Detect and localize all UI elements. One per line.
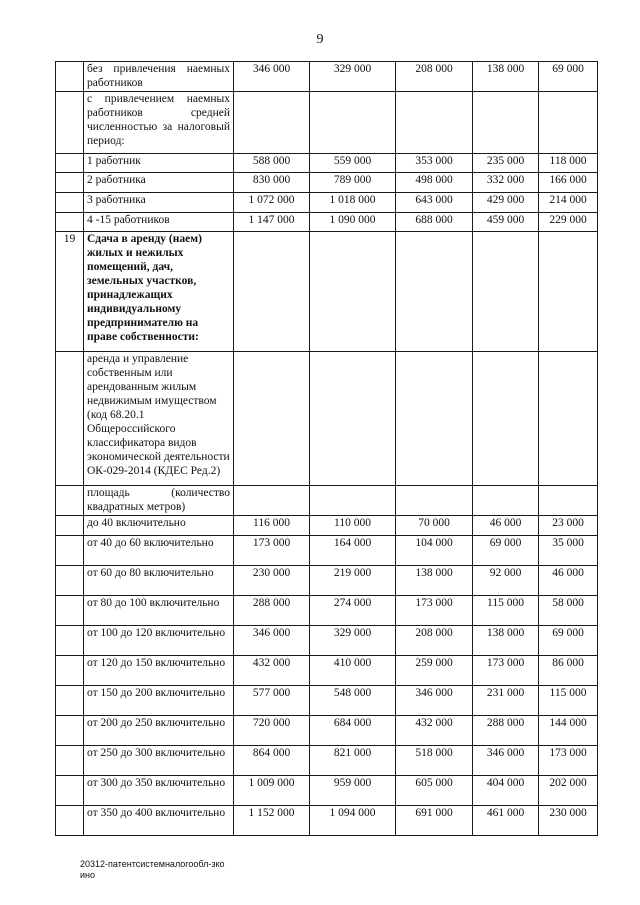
row-number-cell (56, 806, 84, 836)
value-cell (539, 92, 598, 154)
row-number-cell (56, 596, 84, 626)
value-cell: 1 090 000 (310, 213, 396, 232)
value-cell: 559 000 (310, 154, 396, 173)
value-cell: 69 000 (473, 536, 539, 566)
value-cell: 643 000 (396, 193, 473, 213)
value-cell: 1 147 000 (234, 213, 310, 232)
value-cell: 164 000 (310, 536, 396, 566)
description-cell: аренда и управление собственным или арендованным жилым недвижимым имуществом (код 68.20.1 Общероссийского классификатора видов экономической деятельности ОК-029-2014 (КДЕС Ред.2) (84, 352, 234, 486)
value-cell: 69 000 (539, 62, 598, 92)
value-cell: 432 000 (234, 656, 310, 686)
value-cell (539, 232, 598, 352)
table-row (56, 656, 598, 686)
value-cell: 259 000 (396, 656, 473, 686)
value-cell: 1 009 000 (234, 776, 310, 806)
row-number-cell: 19 (56, 232, 84, 352)
value-cell: 821 000 (310, 746, 396, 776)
value-cell: 429 000 (473, 193, 539, 213)
value-cell (473, 486, 539, 516)
value-cell (234, 352, 310, 486)
table-row (56, 596, 598, 626)
value-cell: 830 000 (234, 173, 310, 193)
description-cell: от 100 до 120 включительно (84, 626, 234, 656)
value-cell: 684 000 (310, 716, 396, 746)
value-cell (310, 486, 396, 516)
value-cell: 332 000 (473, 173, 539, 193)
row-number-cell (56, 746, 84, 776)
value-cell: 208 000 (396, 626, 473, 656)
row-number-cell (56, 656, 84, 686)
value-cell: 288 000 (234, 596, 310, 626)
row-number-cell (56, 566, 84, 596)
value-cell: 116 000 (234, 516, 310, 536)
value-cell: 230 000 (234, 566, 310, 596)
value-cell: 35 000 (539, 536, 598, 566)
row-number-cell (56, 776, 84, 806)
description-cell: Сдача в аренду (наем) жилых и нежилых помещений, дач, земельных участков, принадлежащих индивидуальному предпринимателю на праве собственности: (84, 232, 234, 352)
value-cell: 288 000 (473, 716, 539, 746)
value-cell: 1 094 000 (310, 806, 396, 836)
value-cell: 353 000 (396, 154, 473, 173)
table-row (56, 154, 598, 173)
value-cell: 720 000 (234, 716, 310, 746)
table-row (56, 486, 598, 516)
row-number-cell (56, 516, 84, 536)
value-cell: 138 000 (473, 626, 539, 656)
value-cell: 577 000 (234, 686, 310, 716)
description-cell: от 40 до 60 включительно (84, 536, 234, 566)
value-cell: 138 000 (473, 62, 539, 92)
value-cell (539, 486, 598, 516)
value-cell (234, 92, 310, 154)
description-cell: 3 работника (84, 193, 234, 213)
value-cell: 104 000 (396, 536, 473, 566)
value-cell: 115 000 (473, 596, 539, 626)
value-cell: 110 000 (310, 516, 396, 536)
value-cell: 346 000 (473, 746, 539, 776)
value-cell: 58 000 (539, 596, 598, 626)
description-cell: от 80 до 100 включительно (84, 596, 234, 626)
value-cell: 86 000 (539, 656, 598, 686)
value-cell: 230 000 (539, 806, 598, 836)
table-row (56, 352, 598, 486)
description-cell: от 150 до 200 включительно (84, 686, 234, 716)
value-cell (234, 232, 310, 352)
description-cell: 4 -15 работников (84, 213, 234, 232)
value-cell: 548 000 (310, 686, 396, 716)
row-number-cell (56, 352, 84, 486)
value-cell: 346 000 (234, 626, 310, 656)
value-cell: 588 000 (234, 154, 310, 173)
value-cell: 166 000 (539, 173, 598, 193)
value-cell (234, 486, 310, 516)
value-cell: 118 000 (539, 154, 598, 173)
row-number-cell (56, 626, 84, 656)
value-cell: 459 000 (473, 213, 539, 232)
value-cell: 46 000 (473, 516, 539, 536)
value-cell: 432 000 (396, 716, 473, 746)
description-cell: от 250 до 300 включительно (84, 746, 234, 776)
footer-line-1: 20312-патентсистемналогообл-зко (80, 859, 225, 869)
value-cell: 404 000 (473, 776, 539, 806)
value-cell: 329 000 (310, 626, 396, 656)
value-cell: 1 152 000 (234, 806, 310, 836)
row-number-cell (56, 536, 84, 566)
value-cell: 864 000 (234, 746, 310, 776)
description-cell: от 300 до 350 включительно (84, 776, 234, 806)
table-row (56, 193, 598, 213)
row-number-cell (56, 716, 84, 746)
row-number-cell (56, 213, 84, 232)
value-cell: 202 000 (539, 776, 598, 806)
value-cell (473, 92, 539, 154)
description-cell: от 350 до 400 включительно (84, 806, 234, 836)
value-cell: 346 000 (234, 62, 310, 92)
value-cell: 144 000 (539, 716, 598, 746)
value-cell (396, 232, 473, 352)
value-cell: 1 018 000 (310, 193, 396, 213)
value-cell: 214 000 (539, 193, 598, 213)
page-number: 9 (316, 32, 324, 47)
row-number-cell (56, 193, 84, 213)
value-cell: 208 000 (396, 62, 473, 92)
value-cell (310, 92, 396, 154)
value-cell: 115 000 (539, 686, 598, 716)
value-cell (473, 232, 539, 352)
table-row (56, 92, 598, 154)
description-cell: 1 работник (84, 154, 234, 173)
description-cell: от 200 до 250 включительно (84, 716, 234, 746)
value-cell (539, 352, 598, 486)
description-cell: без привлечения наемных работников (84, 62, 234, 92)
table-row (56, 746, 598, 776)
table-row (56, 62, 598, 92)
value-cell (396, 92, 473, 154)
table-row (56, 536, 598, 566)
value-cell: 959 000 (310, 776, 396, 806)
table-row (56, 213, 598, 232)
description-cell: с привлечением наемных работников средней численностью за налоговый период: (84, 92, 234, 154)
value-cell: 410 000 (310, 656, 396, 686)
table-row (56, 516, 598, 536)
value-cell: 498 000 (396, 173, 473, 193)
row-number-cell (56, 62, 84, 92)
row-number-cell (56, 154, 84, 173)
table-row (56, 806, 598, 836)
table-row (56, 566, 598, 596)
value-cell: 219 000 (310, 566, 396, 596)
row-number-cell (56, 173, 84, 193)
value-cell (396, 352, 473, 486)
row-number-cell (56, 92, 84, 154)
table-row (56, 626, 598, 656)
value-cell: 69 000 (539, 626, 598, 656)
value-cell: 173 000 (473, 656, 539, 686)
value-cell: 23 000 (539, 516, 598, 536)
row-number-cell (56, 486, 84, 516)
table-row (56, 232, 598, 352)
value-cell: 229 000 (539, 213, 598, 232)
description-cell: до 40 включительно (84, 516, 234, 536)
value-cell: 461 000 (473, 806, 539, 836)
table-row (56, 776, 598, 806)
table-row (56, 716, 598, 746)
description-cell: от 60 до 80 включительно (84, 566, 234, 596)
tariff-table (55, 61, 598, 836)
value-cell: 173 000 (234, 536, 310, 566)
value-cell: 605 000 (396, 776, 473, 806)
value-cell: 173 000 (539, 746, 598, 776)
table-row (56, 686, 598, 716)
description-cell: от 120 до 150 включительно (84, 656, 234, 686)
value-cell: 789 000 (310, 173, 396, 193)
value-cell: 274 000 (310, 596, 396, 626)
value-cell: 138 000 (396, 566, 473, 596)
value-cell: 346 000 (396, 686, 473, 716)
value-cell: 70 000 (396, 516, 473, 536)
description-cell: площадь (количество квадратных метров) (84, 486, 234, 516)
value-cell: 688 000 (396, 213, 473, 232)
footer-note (80, 859, 225, 881)
value-cell: 1 072 000 (234, 193, 310, 213)
footer-line-2: ино (80, 870, 96, 880)
value-cell: 92 000 (473, 566, 539, 596)
value-cell (310, 232, 396, 352)
value-cell: 691 000 (396, 806, 473, 836)
description-cell: 2 работника (84, 173, 234, 193)
table-row (56, 173, 598, 193)
value-cell (396, 486, 473, 516)
value-cell: 231 000 (473, 686, 539, 716)
value-cell: 518 000 (396, 746, 473, 776)
value-cell (310, 352, 396, 486)
table-body (56, 62, 598, 836)
row-number-cell (56, 686, 84, 716)
value-cell: 235 000 (473, 154, 539, 173)
value-cell: 46 000 (539, 566, 598, 596)
value-cell: 173 000 (396, 596, 473, 626)
value-cell (473, 352, 539, 486)
value-cell: 329 000 (310, 62, 396, 92)
